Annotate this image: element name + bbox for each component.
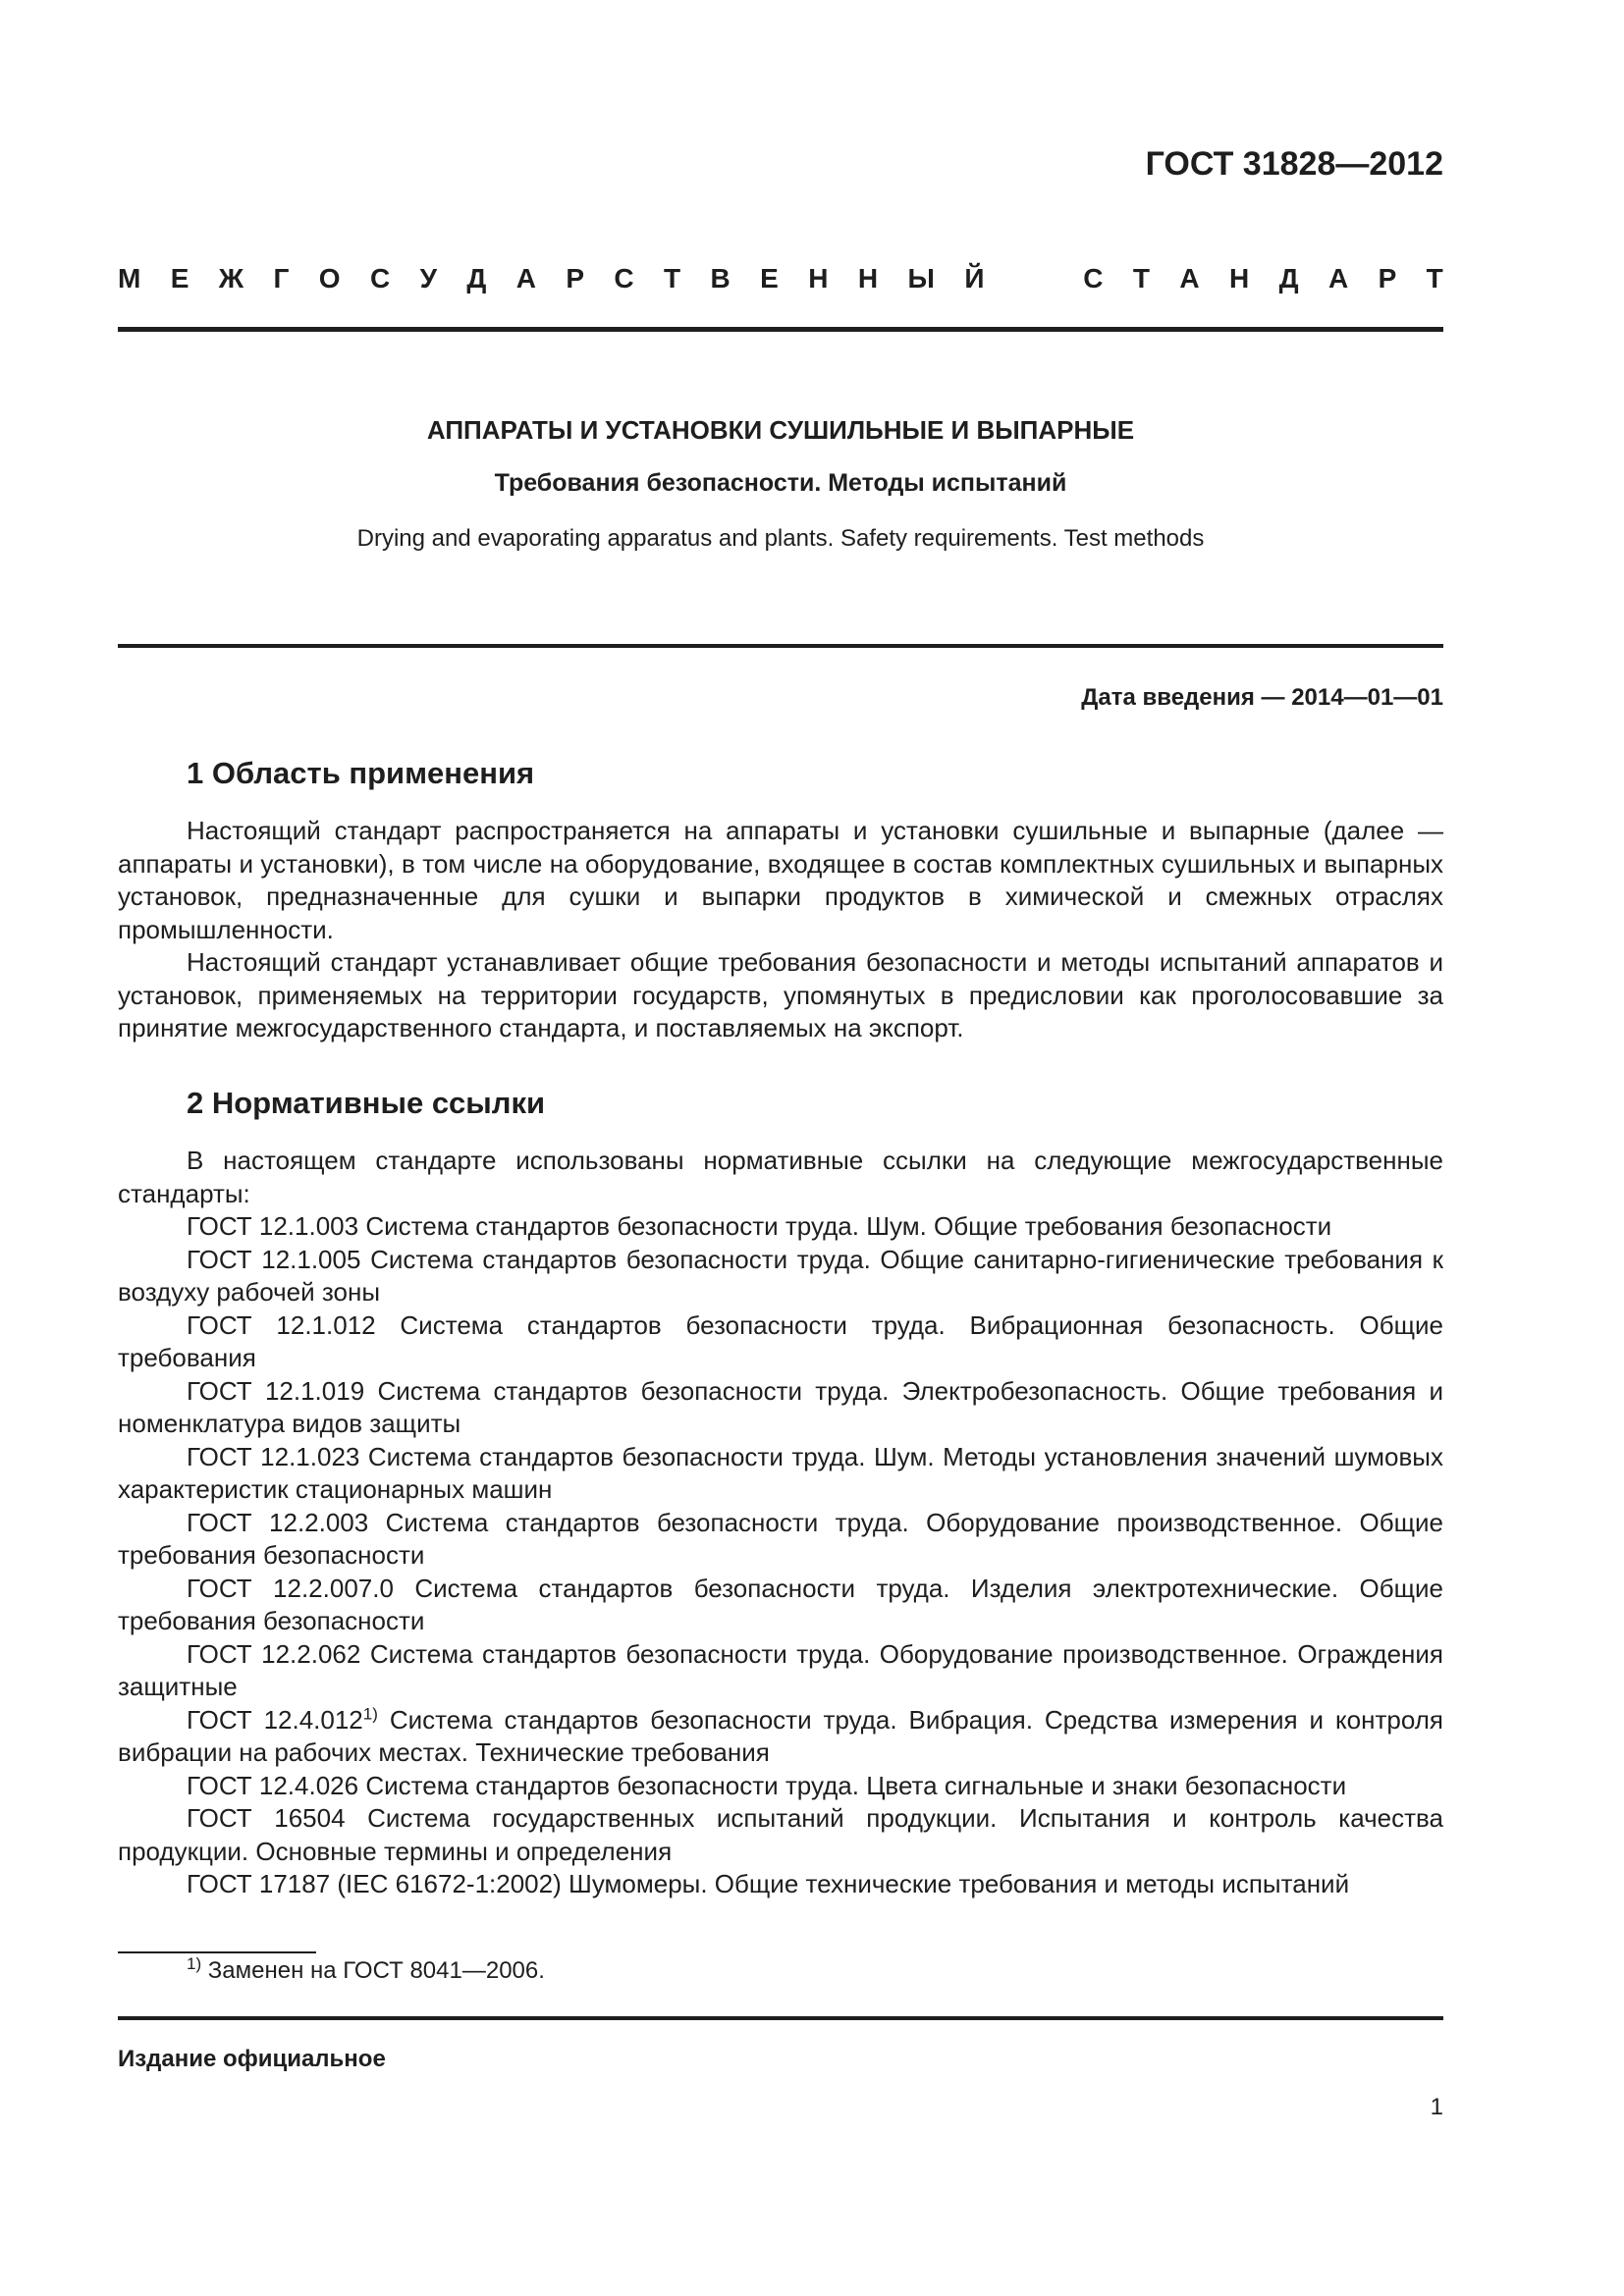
footnote-mark: 1) <box>187 1954 202 1973</box>
standard-code: ГОСТ 31828—2012 <box>1145 145 1443 183</box>
reference-title: Система стандартов безопасности труда. Изделия электротехнические. Общие требования безопасности <box>118 1573 1443 1635</box>
reference-code: ГОСТ 16504 <box>187 1803 346 1833</box>
section-1-paragraph: Настоящий стандарт устанавливает общие требования безопасности и методы испытаний аппаратов и установок, применяемых на территории государств, упомянутых в предисловии как проголосовавшие за принятие межгосударственного стандарта, и поставляемых на экспорт. <box>118 947 1443 1042</box>
banner-letter: В <box>710 263 731 294</box>
section-2-intro: В настоящем стандарте использованы нормативные ссылки на следующие межгосударственные стандарты: <box>118 1146 1443 1208</box>
reference-title: Шумомеры. Общие технические требования и методы испытаний <box>568 1869 1350 1898</box>
reference-title: Система стандартов безопасности труда. Шум. Методы установления значений шумовых характеристик стационарных машин <box>118 1441 1443 1504</box>
banner-letter: А <box>515 263 536 294</box>
banner-letter: М <box>118 263 141 294</box>
normative-reference <box>118 1802 1443 1868</box>
reference-code: ГОСТ 12.4.012 <box>187 1704 363 1735</box>
section-2-heading: 2 Нормативные ссылки <box>187 1086 546 1120</box>
reference-code: ГОСТ 12.1.019 <box>187 1375 365 1406</box>
banner-letter: Н <box>1228 263 1250 294</box>
reference-code: ГОСТ 12.1.003 <box>187 1211 359 1241</box>
footer-rule <box>118 2016 1443 2020</box>
section-2-body <box>118 1145 1443 1901</box>
footnote-reference-mark: 1) <box>362 1703 378 1723</box>
interstate-standard-banner <box>118 263 1443 294</box>
header-rule <box>118 327 1443 332</box>
banner-letter: Т <box>1426 263 1443 294</box>
banner-letter: Р <box>1378 263 1397 294</box>
footnote-rule <box>118 1951 316 1953</box>
banner-letter: У <box>419 263 437 294</box>
normative-reference <box>118 1210 1443 1244</box>
reference-title: Система стандартов безопасности труда. Оборудование производственное. Общие требования безопасности <box>118 1507 1443 1570</box>
document-title: АППАРАТЫ И УСТАНОВКИ СУШИЛЬНЫЕ И ВЫПАРНЫЕ <box>426 415 1135 445</box>
reference-code: ГОСТ 12.2.007.0 <box>187 1573 394 1603</box>
document-subtitle: Требования безопасности. Методы испытаний <box>494 469 1067 497</box>
banner-letter: С <box>614 263 634 294</box>
normative-reference <box>118 1244 1443 1309</box>
introduction-date: Дата введения — 2014—01—01 <box>1081 684 1443 711</box>
section-1-body <box>118 815 1443 1045</box>
banner-letter: Е <box>170 263 189 294</box>
normative-reference <box>118 1375 1443 1441</box>
normative-reference <box>118 1309 1443 1375</box>
reference-title: Система государственных испытаний продукции. Испытания и контроль качества продукции. Основные термины и определения <box>118 1803 1443 1866</box>
banner-letter: Н <box>857 263 879 294</box>
banner-letter: Т <box>664 263 681 294</box>
reference-code: ГОСТ 17187 (IEC 61672-1:2002) <box>187 1869 562 1898</box>
reference-code: ГОСТ 12.1.012 <box>187 1309 376 1340</box>
normative-reference <box>118 1770 1443 1803</box>
reference-title: Система стандартов безопасности труда. Общие санитарно-гигиенические требования к воздуху рабочей зоны <box>118 1244 1443 1307</box>
reference-title: Система стандартов безопасности труда. Цвета сигнальные и знаки безопасности <box>365 1770 1347 1800</box>
official-edition-label: Издание официальное <box>118 2046 386 2072</box>
normative-reference <box>118 1441 1443 1507</box>
banner-letter: А <box>1179 263 1200 294</box>
section-1-paragraph: Настоящий стандарт распространяется на аппараты и установки сушильные и выпарные (далее — аппараты и установки), в том числе на оборудование, входящее в состав комплектных сушильных и выпарных установок, предназначенные для сушки и выпарки продуктов в химической и смежных отраслях промышленности. <box>118 816 1443 944</box>
footnote-text: Заменен на ГОСТ 8041—2006. <box>207 1957 545 1984</box>
banner-letter: А <box>1327 263 1349 294</box>
banner-letter: Д <box>466 263 487 294</box>
normative-reference <box>118 1573 1443 1638</box>
reference-code: ГОСТ 12.4.026 <box>187 1770 359 1800</box>
banner-letter: С <box>1083 263 1104 294</box>
reference-title: Система стандартов безопасности труда. Шум. Общие требования безопасности <box>365 1211 1332 1241</box>
section-1-heading: 1 Область применения <box>187 756 535 790</box>
normative-reference <box>118 1507 1443 1573</box>
reference-code: ГОСТ 12.2.062 <box>187 1638 361 1669</box>
normative-reference <box>118 1868 1443 1901</box>
reference-code: ГОСТ 12.1.005 <box>187 1244 361 1274</box>
banner-letter: С <box>369 263 391 294</box>
reference-title: Система стандартов безопасности труда. Вибрация. Средства измерения и контроля вибрации на рабочих местах. Технические требования <box>118 1704 1443 1767</box>
banner-letter: О <box>318 263 341 294</box>
reference-title: Система стандартов безопасности труда. Вибрационная безопасность. Общие требования <box>118 1309 1443 1372</box>
banner-letter: Р <box>566 263 585 294</box>
footnote <box>187 1954 545 1985</box>
normative-reference <box>118 1704 1443 1770</box>
normative-reference <box>118 1638 1443 1704</box>
banner-letter: Й <box>964 263 985 294</box>
banner-letter: Д <box>1278 263 1299 294</box>
banner-word-gap <box>1014 263 1054 294</box>
banner-letter: Г <box>273 263 290 294</box>
banner-letter: Ы <box>907 263 935 294</box>
title-rule <box>118 644 1443 648</box>
banner-letter: Ж <box>218 263 244 294</box>
reference-title: Система стандартов безопасности труда. Электробезопасность. Общие требования и номенклатура видов защиты <box>118 1375 1443 1438</box>
banner-letter: Е <box>760 263 779 294</box>
banner-letter: Н <box>808 263 829 294</box>
banner-letter: Т <box>1132 263 1150 294</box>
reference-title: Система стандартов безопасности труда. Оборудование производственное. Ограждения защитные <box>118 1638 1443 1701</box>
reference-code: ГОСТ 12.2.003 <box>187 1507 369 1537</box>
document-title-english: Drying and evaporating apparatus and plants. Safety requirements. Test methods <box>356 525 1205 552</box>
page-number: 1 <box>1430 2094 1443 2120</box>
reference-code: ГОСТ 12.1.023 <box>187 1441 360 1471</box>
